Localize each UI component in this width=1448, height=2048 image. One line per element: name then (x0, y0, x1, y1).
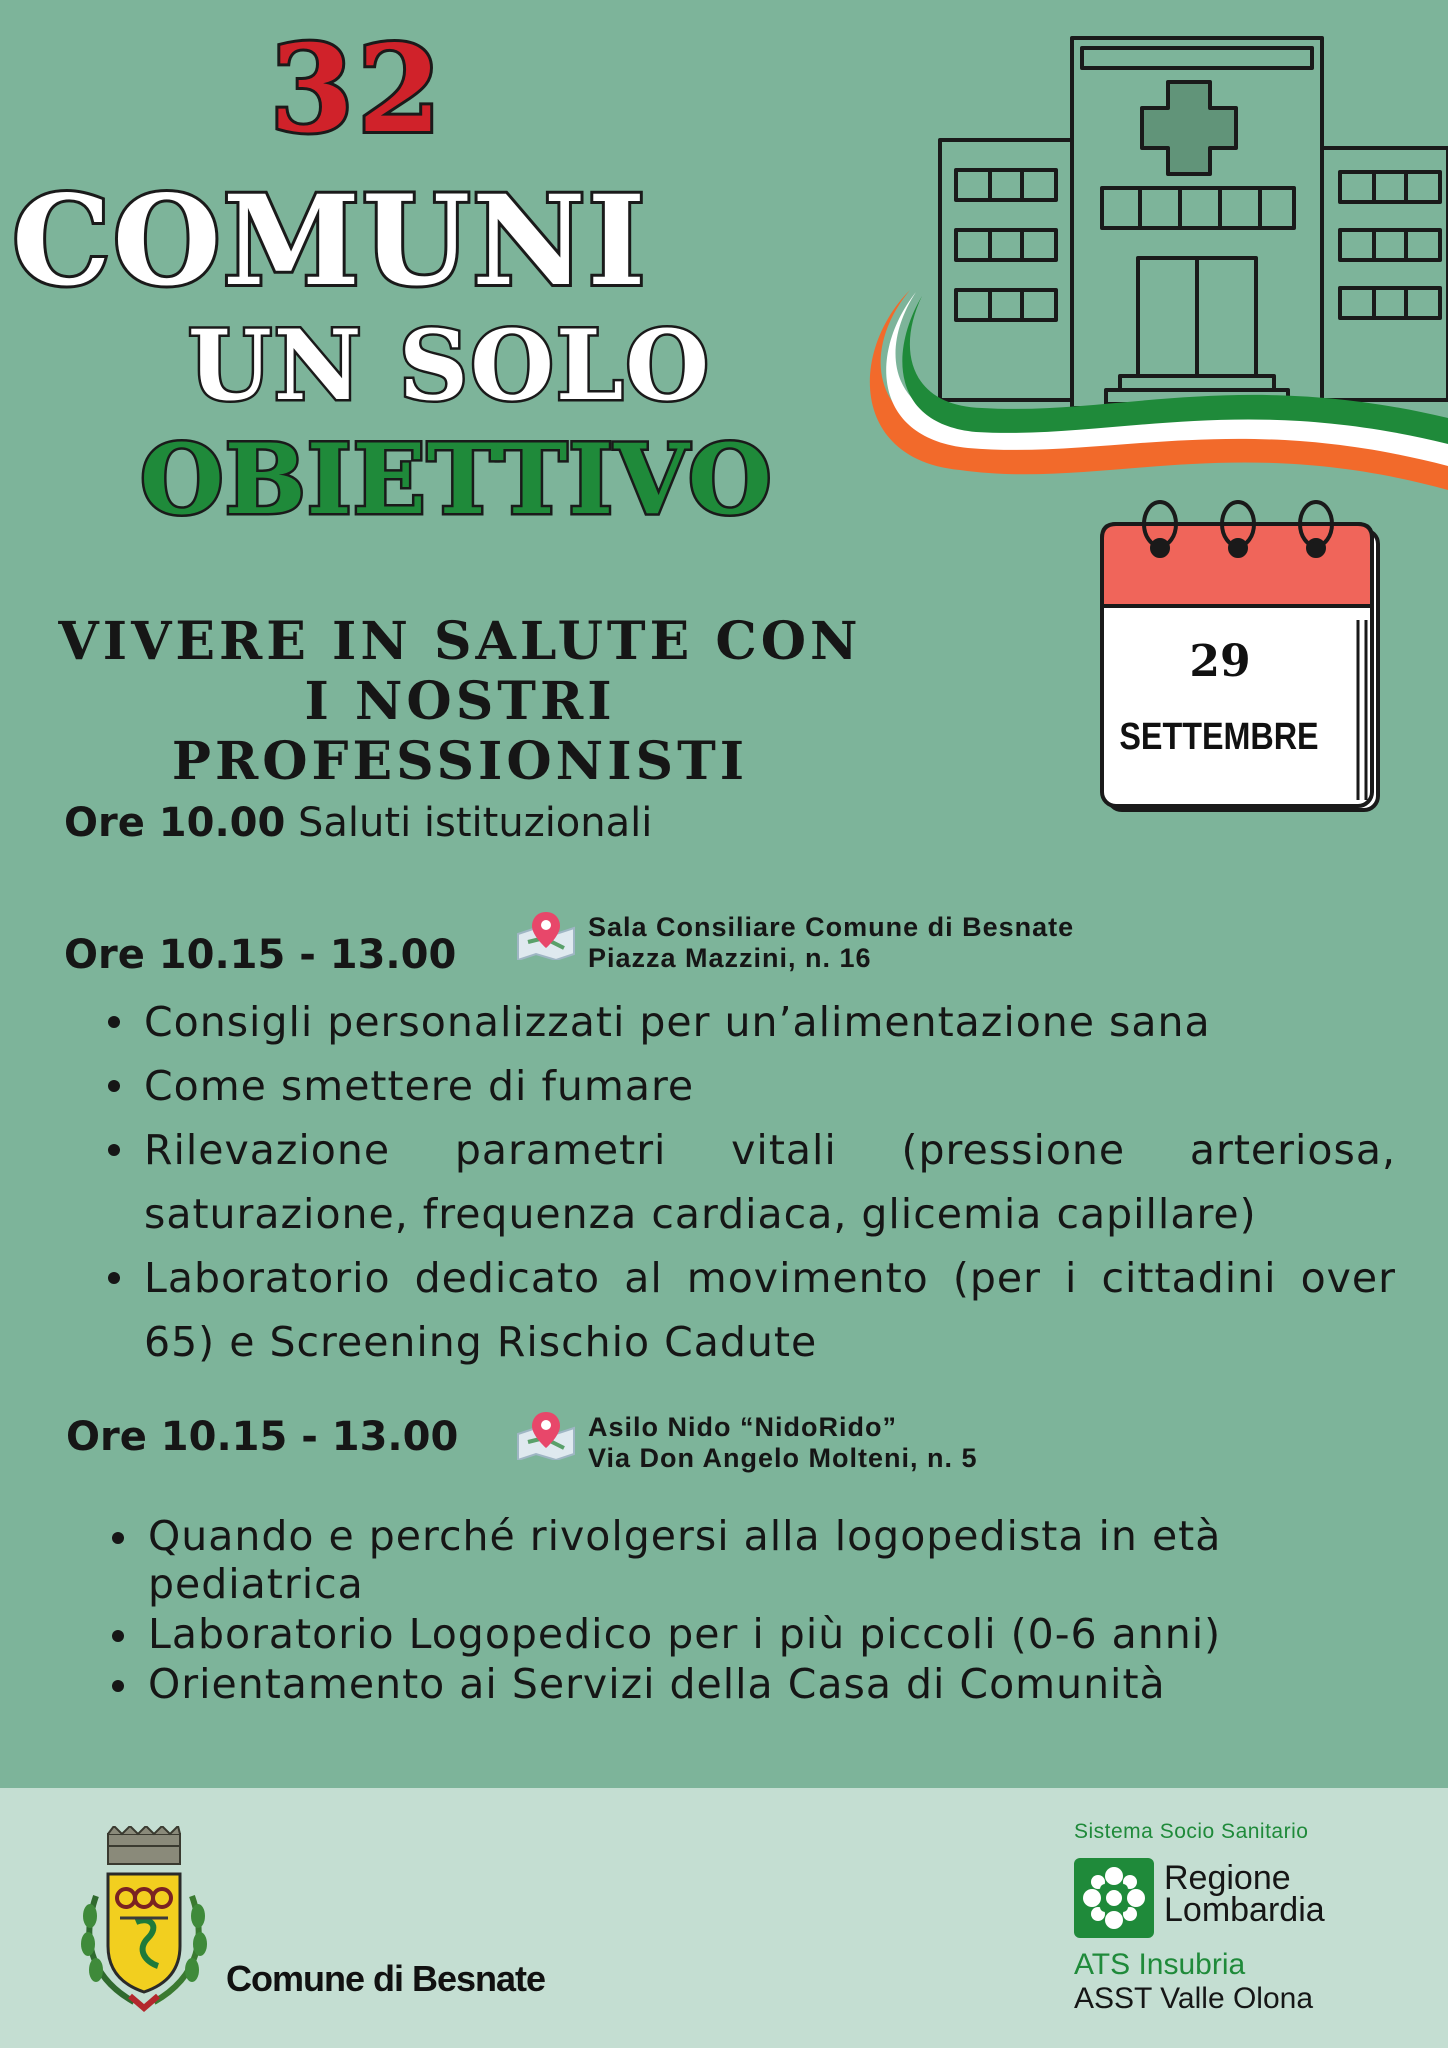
regione-line-1: Regione (1164, 1859, 1291, 1897)
headline-number: 32 (270, 19, 445, 160)
regione-lombardia-logo (1074, 1858, 1154, 1938)
list-item: Consigli personalizzati per un’alimentazione sana (106, 990, 1396, 1054)
slot-2-venue (588, 912, 1074, 974)
slot-1-time: Ore 10.00 (64, 800, 286, 846)
sistema-label: Sistema Socio Sanitario (1074, 1820, 1309, 1843)
list-item: Come smettere di fumare (106, 1054, 1396, 1118)
schedule-slot-2-time (64, 932, 456, 978)
slot-3-venue-name: Asilo Nido “NidoRido” (588, 1412, 897, 1442)
map-pin-icon (514, 1408, 578, 1460)
slot-1-text: Saluti istituzionali (298, 800, 653, 846)
headline-comuni: COMUNI (12, 169, 648, 314)
regione-line-2: Lombardia (1164, 1891, 1325, 1929)
regione-lombardia-text (1164, 1859, 1325, 1929)
map-pin-icon (514, 908, 578, 960)
schedule-slot-3-time (66, 1414, 458, 1460)
headline-obiettivo: OBIETTIVO (140, 423, 773, 536)
hospital-illustration (850, 20, 1448, 500)
subtitle (30, 612, 890, 792)
ats-label: ATS Insubria (1074, 1948, 1246, 1981)
slot-3-time: Ore 10.15 - 13.00 (66, 1414, 459, 1460)
schedule-slot-1 (64, 800, 652, 846)
slot-2-activity-list (106, 990, 1396, 1374)
comune-label: Comune di Besnate (226, 1958, 546, 1999)
list-item: Orientamento ai Servizi della Casa di Comunità (110, 1660, 1360, 1708)
slot-3-venue (588, 1412, 978, 1474)
subtitle-line-2: I NOSTRI PROFESSIONISTI (171, 671, 749, 792)
list-item: Quando e perché rivolgersi alla logopedista in età pediatrica (110, 1512, 1360, 1608)
coat-of-arms-logo (74, 1826, 214, 2012)
slot-3-activity-list (110, 1512, 1360, 1710)
calendar-month: SETTEMBRE (1119, 716, 1319, 758)
asst-label: ASST Valle Olona (1074, 1982, 1314, 2015)
slot-2-time: Ore 10.15 - 13.00 (64, 932, 457, 978)
slot-2-venue-address: Piazza Mazzini, n. 16 (588, 943, 872, 973)
calendar-day: 29 (1189, 636, 1251, 687)
list-item: Laboratorio dedicato al movimento (per i cittadini over 65) e Screening Rischio Cadute (106, 1246, 1396, 1374)
slot-2-venue-name: Sala Consiliare Comune di Besnate (588, 912, 1075, 942)
subtitle-line-1: VIVERE IN SALUTE CON (58, 611, 862, 672)
slot-3-venue-address: Via Don Angelo Molteni, n. 5 (588, 1443, 978, 1473)
list-item: Rilevazione parametri vitali (pressione arteriosa, saturazione, frequenza cardiaca, glicemia capillare) (106, 1118, 1396, 1246)
list-item: Laboratorio Logopedico per i più piccoli (0-6 anni) (110, 1610, 1360, 1658)
headline-un-solo: UN SOLO (188, 309, 711, 422)
